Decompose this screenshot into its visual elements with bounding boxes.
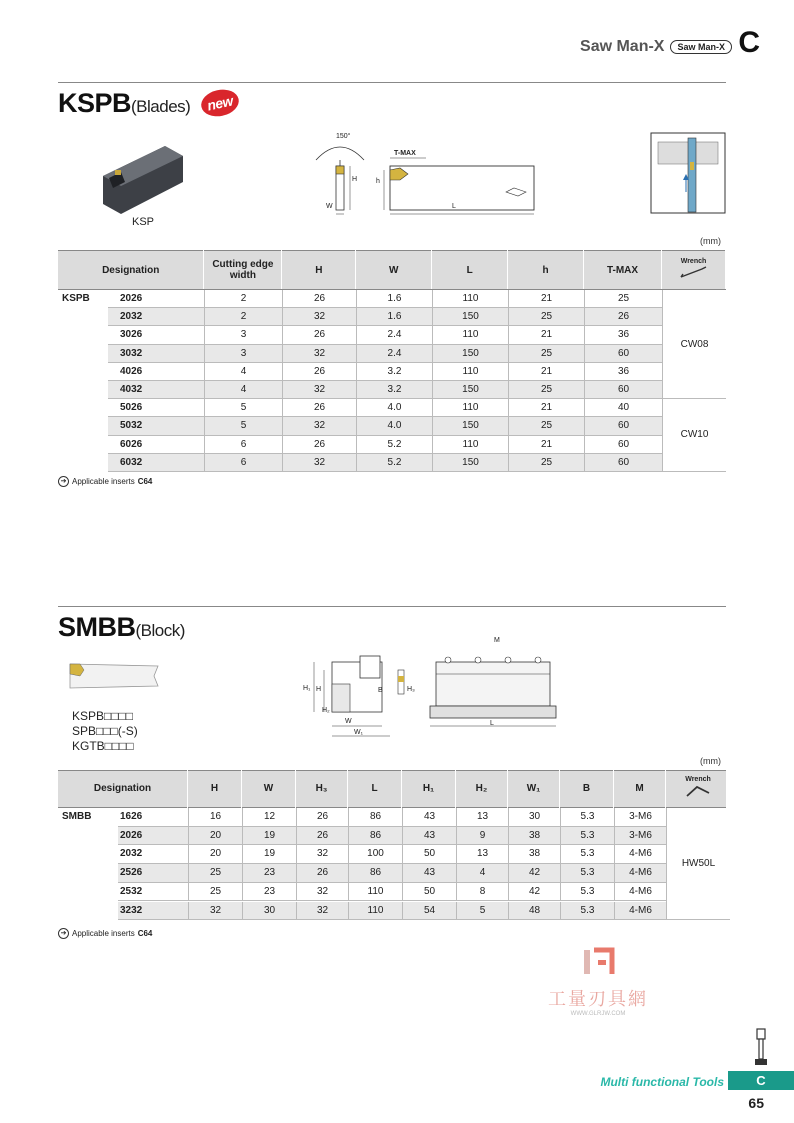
table-cell: 4	[456, 864, 508, 883]
col-wrench	[661, 251, 725, 290]
header-section-letter: C	[738, 26, 760, 59]
table-cell: 86	[348, 808, 402, 827]
designation-cell: 2532	[118, 883, 188, 902]
smbb-diagram-h1: H₁	[303, 685, 311, 692]
table-cell: 21	[508, 399, 584, 417]
table-cell: 4	[204, 363, 282, 381]
ksp-dimension-diagram	[306, 132, 546, 218]
table-cell: 25	[508, 308, 584, 326]
table-cell: 60	[584, 381, 662, 399]
footer-section-name: Multi functional Tools	[600, 1075, 724, 1089]
note-text: Applicable inserts	[72, 477, 135, 486]
table-cell: 42	[508, 883, 560, 902]
table-cell: 110	[432, 399, 508, 417]
table-cell: 20	[188, 845, 242, 864]
table-cell: 32	[296, 883, 348, 902]
table-cell: 4-M6	[614, 845, 666, 864]
table-cell: 26	[296, 864, 348, 883]
table-cell: 150	[432, 381, 508, 399]
note-ref: C64	[137, 929, 153, 938]
table-cell: 3-M6	[614, 827, 666, 846]
header-series-text: Saw Man-X	[580, 38, 665, 55]
table-cell: 110	[432, 290, 508, 308]
smbb-rule	[58, 606, 726, 607]
compatible-blade-3: KGTB□□□□	[72, 739, 134, 753]
smbb-col-header: B	[560, 770, 614, 808]
table-cell: 13	[456, 808, 508, 827]
table-cell: 2.4	[356, 345, 432, 363]
table-cell: 4.0	[356, 417, 432, 435]
table-cell: 60	[584, 454, 662, 472]
designation-cell: 2526	[118, 864, 188, 883]
smbb-diagram-w1: W₁	[354, 729, 363, 736]
table-cell: 26	[282, 363, 356, 381]
table-cell: 1.6	[356, 308, 432, 326]
table-cell: 60	[584, 417, 662, 435]
table-cell: 25	[508, 417, 584, 435]
table-cell: 110	[348, 883, 402, 902]
table-cell: 3.2	[356, 381, 432, 399]
hex-wrench-icon	[683, 783, 713, 799]
smbb-group-cell: SMBB	[62, 811, 92, 822]
wrench-header-label: Wrench	[685, 776, 711, 783]
smbb-col-header: H₁	[402, 770, 456, 808]
table-cell: 20	[188, 827, 242, 846]
table-cell: 4-M6	[614, 864, 666, 883]
page-number: 65	[748, 1095, 764, 1111]
table-cell: 13	[456, 845, 508, 864]
compatible-blade-2: SPB□□□(-S)	[72, 724, 138, 738]
smbb-col-header: L	[348, 770, 402, 808]
col-small-h: h	[508, 251, 584, 290]
table-cell: 21	[508, 436, 584, 454]
kspb-unit: (mm)	[700, 236, 721, 246]
wrench-icon	[678, 265, 708, 279]
note-text: Applicable inserts	[72, 929, 135, 938]
kspb-applicable-note	[58, 476, 152, 487]
smbb-col-header: W₁	[508, 770, 560, 808]
table-cell: 110	[348, 902, 402, 921]
table-cell: 25	[584, 290, 662, 308]
table-cell: 32	[282, 381, 356, 399]
table-cell: 86	[348, 864, 402, 883]
table-cell: 4-M6	[614, 883, 666, 902]
table-cell: 50	[402, 845, 456, 864]
note-ref: C64	[137, 477, 153, 486]
table-cell: 48	[508, 902, 560, 921]
table-cell: 5	[456, 902, 508, 921]
table-cell: 5	[204, 417, 282, 435]
col-h: H	[282, 251, 356, 290]
table-cell: 150	[432, 308, 508, 326]
kspb-subtitle: (Blades)	[131, 97, 191, 116]
tool-holder-icon	[752, 1027, 770, 1067]
designation-cell: 5032	[108, 417, 204, 435]
table-cell: 21	[508, 290, 584, 308]
table-cell: 23	[242, 864, 296, 883]
smbb-compatible-blades	[72, 709, 138, 754]
designation-cell: 4026	[108, 363, 204, 381]
table-cell: 43	[402, 864, 456, 883]
wrench-cell: HW50L	[666, 808, 730, 920]
smbb-col-header: Designation	[58, 770, 188, 808]
kspb-section-title	[58, 88, 239, 119]
header-series	[580, 38, 732, 56]
new-badge: new	[199, 86, 241, 119]
table-cell: 40	[584, 399, 662, 417]
footer-section-tab: C	[728, 1071, 794, 1090]
ksp-blade-image	[95, 138, 190, 218]
ksp-angle-label: 150°	[336, 133, 351, 140]
table-cell: 32	[282, 454, 356, 472]
kspb-title: KSPB	[58, 88, 132, 118]
table-cell: 26	[282, 290, 356, 308]
compatible-blade-1: KSPB□□□□	[72, 709, 134, 723]
kspb-group-cell: KSPB	[62, 293, 90, 304]
smbb-diagram-m: M	[494, 637, 500, 644]
table-cell: 5.2	[356, 436, 432, 454]
table-cell: 110	[432, 326, 508, 344]
wrench-cell: CW08	[662, 290, 726, 399]
col-w: W	[356, 251, 432, 290]
smbb-section-title	[58, 612, 185, 643]
smbb-diagram-b: B	[378, 687, 383, 694]
smbb-dimension-diagram	[300, 640, 562, 742]
table-cell: 5.3	[560, 883, 614, 902]
ksp-holder-diagram	[650, 132, 726, 214]
table-cell: 2.4	[356, 326, 432, 344]
table-cell: 4.0	[356, 399, 432, 417]
table-cell: 19	[242, 845, 296, 864]
smbb-subtitle: (Block)	[135, 621, 185, 640]
table-cell: 4	[204, 381, 282, 399]
col-cutting-edge-width: Cutting edge width	[204, 251, 282, 290]
table-cell: 32	[282, 308, 356, 326]
wrench-cell: CW10	[662, 399, 726, 472]
table-cell: 50	[402, 883, 456, 902]
smbb-diagram-w: W	[345, 718, 352, 725]
table-cell: 5.3	[560, 864, 614, 883]
table-cell: 5.3	[560, 808, 614, 827]
smbb-diagram-h3: H₃	[407, 686, 415, 693]
table-cell: 21	[508, 326, 584, 344]
table-cell: 100	[348, 845, 402, 864]
table-cell: 1.6	[356, 290, 432, 308]
table-cell: 38	[508, 845, 560, 864]
table-cell: 3	[204, 345, 282, 363]
ksp-diagram-w: W	[326, 203, 333, 210]
table-cell: 32	[282, 417, 356, 435]
table-cell: 150	[432, 417, 508, 435]
table-cell: 21	[508, 363, 584, 381]
table-cell: 5.3	[560, 902, 614, 921]
smbb-applicable-note	[58, 928, 152, 939]
table-cell: 38	[508, 827, 560, 846]
smbb-wrench-header	[666, 776, 730, 801]
table-cell: 43	[402, 827, 456, 846]
smbb-diagram-l: L	[490, 720, 494, 727]
table-cell: 5.2	[356, 454, 432, 472]
designation-cell: 4032	[108, 381, 204, 399]
table-cell: 16	[188, 808, 242, 827]
table-cell: 25	[188, 864, 242, 883]
table-cell: 26	[282, 436, 356, 454]
table-cell: 26	[584, 308, 662, 326]
table-cell: 8	[456, 883, 508, 902]
top-rule	[58, 82, 726, 83]
table-cell: 9	[456, 827, 508, 846]
table-cell: 150	[432, 345, 508, 363]
col-l: L	[432, 251, 508, 290]
table-cell: 2	[204, 308, 282, 326]
ksp-diagram-h: H	[352, 176, 358, 183]
table-cell: 30	[242, 902, 296, 921]
smbb-col-header: W	[242, 770, 296, 808]
table-cell: 19	[242, 827, 296, 846]
table-cell: 5	[204, 399, 282, 417]
smbb-col-header: M	[614, 770, 666, 808]
reference-arrow-icon: ➔	[58, 928, 69, 939]
table-cell: 3-M6	[614, 808, 666, 827]
designation-cell: 6026	[108, 436, 204, 454]
wrench-header-label: Wrench	[680, 258, 707, 265]
table-cell: 23	[242, 883, 296, 902]
col-tmax: T-MAX	[584, 251, 662, 290]
smbb-col-header: H	[188, 770, 242, 808]
designation-cell: 3026	[108, 326, 204, 344]
table-cell: 3.2	[356, 363, 432, 381]
table-cell: 30	[508, 808, 560, 827]
designation-cell: 1626	[118, 808, 188, 827]
table-cell: 25	[508, 381, 584, 399]
ksp-diagram-tmax: T-MAX	[394, 150, 416, 157]
table-cell: 2	[204, 290, 282, 308]
table-cell: 25	[188, 883, 242, 902]
watermark-logo-icon	[578, 946, 618, 980]
designation-cell: 6032	[108, 454, 204, 472]
smbb-title: SMBB	[58, 612, 136, 642]
table-cell: 32	[296, 845, 348, 864]
table-cell: 6	[204, 436, 282, 454]
table-cell: 110	[432, 363, 508, 381]
table-cell: 86	[348, 827, 402, 846]
smbb-unit: (mm)	[700, 756, 721, 766]
table-cell: 25	[508, 345, 584, 363]
watermark-brand: 工量刃具網	[548, 989, 648, 1010]
kspb-table-header	[58, 251, 726, 290]
ksp-diagram-l: L	[452, 203, 456, 210]
table-cell: 5.3	[560, 827, 614, 846]
table-cell: 60	[584, 436, 662, 454]
table-cell: 32	[282, 345, 356, 363]
table-cell: 26	[282, 326, 356, 344]
saw-man-x-logo: Saw Man-X	[670, 40, 732, 54]
smbb-diagram-h2: H₂	[322, 707, 330, 714]
watermark	[528, 946, 668, 1017]
ksp-image-label: KSP	[132, 216, 155, 228]
designation-cell: 3232	[118, 902, 188, 921]
ksp-diagram-hh: h	[376, 178, 380, 185]
smbb-col-header: H₂	[456, 770, 508, 808]
table-cell: 32	[296, 902, 348, 921]
kspb-table	[58, 250, 726, 290]
table-cell: 26	[296, 808, 348, 827]
table-cell: 26	[296, 827, 348, 846]
table-cell: 36	[584, 326, 662, 344]
table-cell: 26	[282, 399, 356, 417]
designation-cell: 5026	[108, 399, 204, 417]
watermark-url: WWW.GLRJW.COM	[570, 1011, 626, 1017]
table-cell: 5.3	[560, 845, 614, 864]
designation-cell: 3032	[108, 345, 204, 363]
table-cell: 42	[508, 864, 560, 883]
table-cell: 6	[204, 454, 282, 472]
table-cell: 36	[584, 363, 662, 381]
table-cell: 32	[188, 902, 242, 921]
table-cell: 60	[584, 345, 662, 363]
smbb-diagram-h: H	[316, 686, 322, 693]
table-cell: 43	[402, 808, 456, 827]
table-cell: 4-M6	[614, 902, 666, 921]
table-cell: 110	[432, 436, 508, 454]
smbb-blade-image	[66, 660, 162, 692]
reference-arrow-icon: ➔	[58, 476, 69, 487]
table-cell: 12	[242, 808, 296, 827]
table-cell: 25	[508, 454, 584, 472]
table-cell: 3	[204, 326, 282, 344]
smbb-col-header: H₃	[296, 770, 348, 808]
designation-cell: 2026	[108, 290, 204, 308]
col-designation: Designation	[58, 251, 204, 290]
designation-cell: 2032	[118, 845, 188, 864]
designation-cell: 2026	[118, 827, 188, 846]
table-cell: 54	[402, 902, 456, 921]
designation-cell: 2032	[108, 308, 204, 326]
table-cell: 150	[432, 454, 508, 472]
